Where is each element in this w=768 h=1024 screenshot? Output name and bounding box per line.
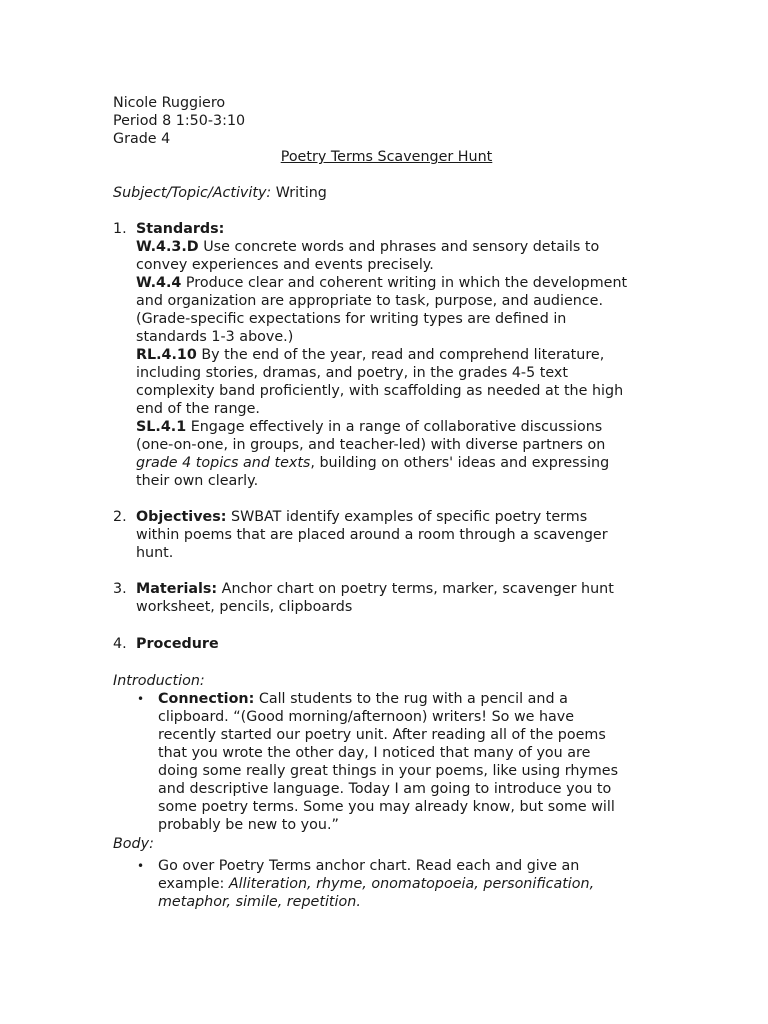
connection-line xyxy=(158,690,568,708)
introduction-label-text: Introduction: xyxy=(113,673,205,689)
standard-text-line: (one-on-one, in groups, and teacher-led) with diverse partners on xyxy=(136,437,606,453)
body-label xyxy=(113,835,154,853)
connection-text-line: and descriptive language. Today I am going to introduce you to xyxy=(158,781,612,797)
body-text-line xyxy=(158,875,594,893)
standard-w44 xyxy=(136,274,627,292)
class-period: Period 8 1:50-3:10 xyxy=(113,113,246,129)
poetry-terms-list: metaphor, simile, repetition. xyxy=(158,894,361,910)
standard-text-line: including stories, dramas, and poetry, in the grades 4-5 text xyxy=(136,365,568,381)
standard-text-line xyxy=(136,454,609,472)
connection-text-line: recently started our poetry unit. After reading all of the poems xyxy=(158,727,606,743)
objectives-heading: Objectives: xyxy=(136,509,227,525)
grade-level: Grade 4 xyxy=(113,131,171,147)
introduction-label xyxy=(113,672,205,690)
standard-text-line: convey experiences and events precisely. xyxy=(136,257,434,273)
materials-line xyxy=(136,580,614,598)
procedure-heading-text: Procedure xyxy=(136,636,219,652)
standard-text: Produce clear and coherent writing in which the development xyxy=(181,275,628,291)
objectives-number: 2. xyxy=(113,509,127,525)
connection-text: Call students to the rug with a pencil and a xyxy=(254,691,568,707)
connection-text-line: that you wrote the other day, I noticed that many of you are xyxy=(158,745,591,761)
objectives-line xyxy=(136,508,587,526)
procedure-number: 4. xyxy=(113,636,127,652)
connection-text-line: some poetry terms. Some you may already know, but some will xyxy=(158,799,615,815)
standard-sl41 xyxy=(136,418,602,436)
standards-heading-text: Standards: xyxy=(136,221,225,237)
standards-heading xyxy=(136,220,224,238)
materials-number: 3. xyxy=(113,581,127,597)
subject-label: Subject/Topic/Activity: xyxy=(113,185,272,201)
body-text-line: Go over Poetry Terms anchor chart. Read each and give an xyxy=(158,858,580,874)
bullet-icon: • xyxy=(137,692,145,706)
teacher-name: Nicole Ruggiero xyxy=(113,95,226,111)
standard-text-italic: grade 4 topics and texts xyxy=(136,455,311,471)
standard-code: W.4.4 xyxy=(136,275,182,291)
standard-text-line: standards 1-3 above.) xyxy=(136,329,294,345)
standards-number: 1. xyxy=(113,221,127,237)
standard-rl410 xyxy=(136,346,604,364)
standard-text-line: and organization are appropriate to task, purpose, and audience. xyxy=(136,293,604,309)
standard-text: , building on others' ideas and expressing xyxy=(310,455,610,471)
materials-heading: Materials: xyxy=(136,581,218,597)
subject-value: Writing xyxy=(271,185,327,201)
procedure-heading xyxy=(136,635,219,653)
materials-text-line: worksheet, pencils, clipboards xyxy=(136,599,353,615)
standard-text-line: end of the range. xyxy=(136,401,260,417)
connection-text-line: clipboard. “(Good morning/afternoon) writers! So we have xyxy=(158,709,575,725)
standard-text: Use concrete words and phrases and sensory details to xyxy=(198,239,600,255)
materials-text: Anchor chart on poetry terms, marker, scavenger hunt xyxy=(217,581,614,597)
standard-code: W.4.3.D xyxy=(136,239,199,255)
standard-text: Engage effectively in a range of collaborative discussions xyxy=(186,419,603,435)
standard-w43d xyxy=(136,238,599,256)
objectives-text: SWBAT identify examples of specific poetry terms xyxy=(226,509,588,525)
connection-text-line: probably be new to you.” xyxy=(158,817,339,833)
body-text: example: xyxy=(158,876,229,892)
connection-text-line: doing some really great things in your poems, like using rhymes xyxy=(158,763,619,779)
standard-text-line: their own clearly. xyxy=(136,473,259,489)
standard-code: SL.4.1 xyxy=(136,419,187,435)
document-title: Poetry Terms Scavenger Hunt xyxy=(280,149,493,165)
objectives-text-line: within poems that are placed around a room through a scavenger xyxy=(136,527,608,543)
standard-code: RL.4.10 xyxy=(136,347,197,363)
poetry-terms-list: Alliteration, rhyme, onomatopoeia, personification, xyxy=(228,876,595,892)
body-text-line xyxy=(158,893,361,911)
connection-heading: Connection: xyxy=(158,691,255,707)
subject-line xyxy=(113,184,327,202)
objectives-text-line: hunt. xyxy=(136,545,174,561)
standard-text-line: complexity band proficiently, with scaffolding as needed at the high xyxy=(136,383,624,399)
standard-text: By the end of the year, read and comprehend literature, xyxy=(196,347,605,363)
bullet-icon: • xyxy=(137,859,145,873)
body-label-text: Body: xyxy=(113,836,154,852)
standard-text-line: (Grade-specific expectations for writing types are defined in xyxy=(136,311,567,327)
